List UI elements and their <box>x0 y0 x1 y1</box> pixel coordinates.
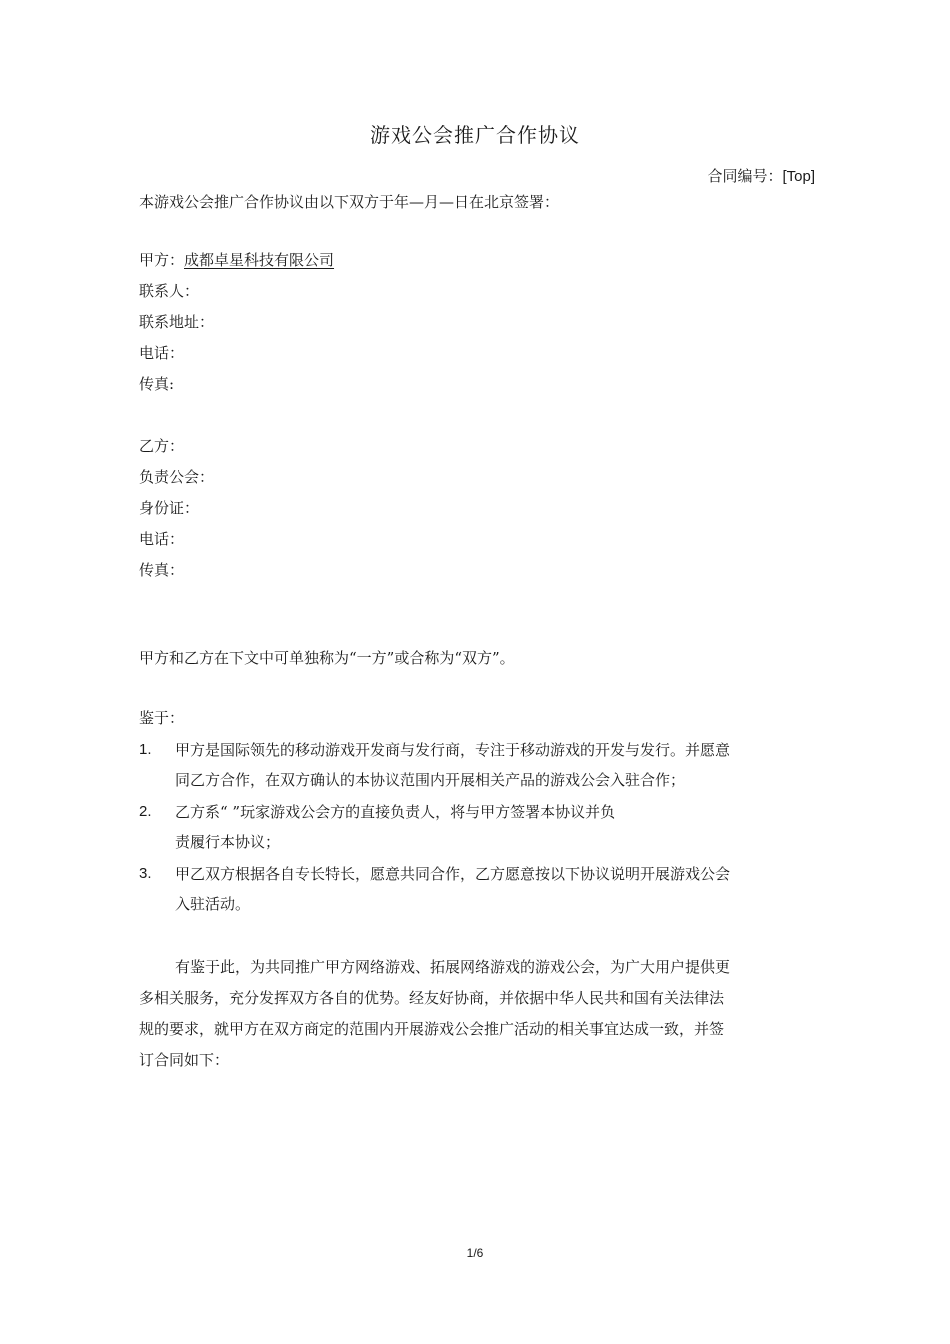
list-item-line: 同乙方合作，在双方确认的本协议范围内开展相关产品的游戏公会入驻合作； <box>175 771 686 789</box>
body-line: 有鉴于此，为共同推广甲方网络游戏、拓展网络游戏的游戏公会，为广大用户提供更 <box>175 958 731 976</box>
party-a-phone: 电话： <box>139 344 185 362</box>
document-title: 游戏公会推广合作协议 <box>370 123 580 147</box>
naming-clause: 甲方和乙方在下文中可单独称为“一方”或合称为“双方”。 <box>139 649 515 667</box>
contract-number-value: [Top] <box>782 168 815 185</box>
body-line: 规的要求，就甲方在双方商定的范围内开展游戏公会推广活动的相关事宜达成一致，并签 <box>139 1020 725 1038</box>
contract-number <box>707 166 815 187</box>
party-a-label: 甲方： <box>139 251 185 269</box>
list-item-number: 3. <box>139 865 152 882</box>
party-a-address: 联系地址： <box>139 313 215 331</box>
party-b-id: 身份证： <box>139 499 200 517</box>
party-b-fax: 传真： <box>139 561 185 579</box>
list-item-line: 甲方是国际领先的移动游戏开发商与发行商，专注于移动游戏的开发与发行。并愿意 <box>175 741 731 759</box>
list-item-line: 入驻活动。 <box>175 895 251 913</box>
party-b-label: 乙方： <box>139 437 185 455</box>
body-line: 多相关服务，充分发挥双方各自的优势。经友好协商，并依据中华人民共和国有关法律法 <box>139 989 725 1007</box>
contract-number-label: 合同编号： <box>707 167 783 185</box>
party-a-line <box>139 250 334 270</box>
intro-line: 本游戏公会推广合作协议由以下双方于年—月—日在北京签署： <box>139 193 560 211</box>
party-a-fax: 传真: <box>139 375 175 393</box>
list-item-line: 乙方系“ ”玩家游戏公会方的直接负责人，将与甲方签署本协议并负 <box>175 803 616 821</box>
list-item-number: 2. <box>139 803 152 820</box>
list-item-line: 甲乙双方根据各自专长特长，愿意共同合作，乙方愿意按以下协议说明开展游戏公会 <box>175 865 731 883</box>
list-item-number: 1. <box>139 741 152 758</box>
whereas-label: 鉴于： <box>139 709 185 727</box>
party-a-name: 成都卓星科技有限公司 <box>184 251 335 269</box>
body-line: 订合同如下： <box>139 1051 230 1069</box>
list-item-line: 责履行本协议； <box>175 833 281 851</box>
party-a-contact: 联系人： <box>139 282 200 300</box>
party-b-phone: 电话： <box>139 530 185 548</box>
party-b-guild: 负责公会： <box>139 468 215 486</box>
page-number: 1/6 <box>466 1246 484 1260</box>
